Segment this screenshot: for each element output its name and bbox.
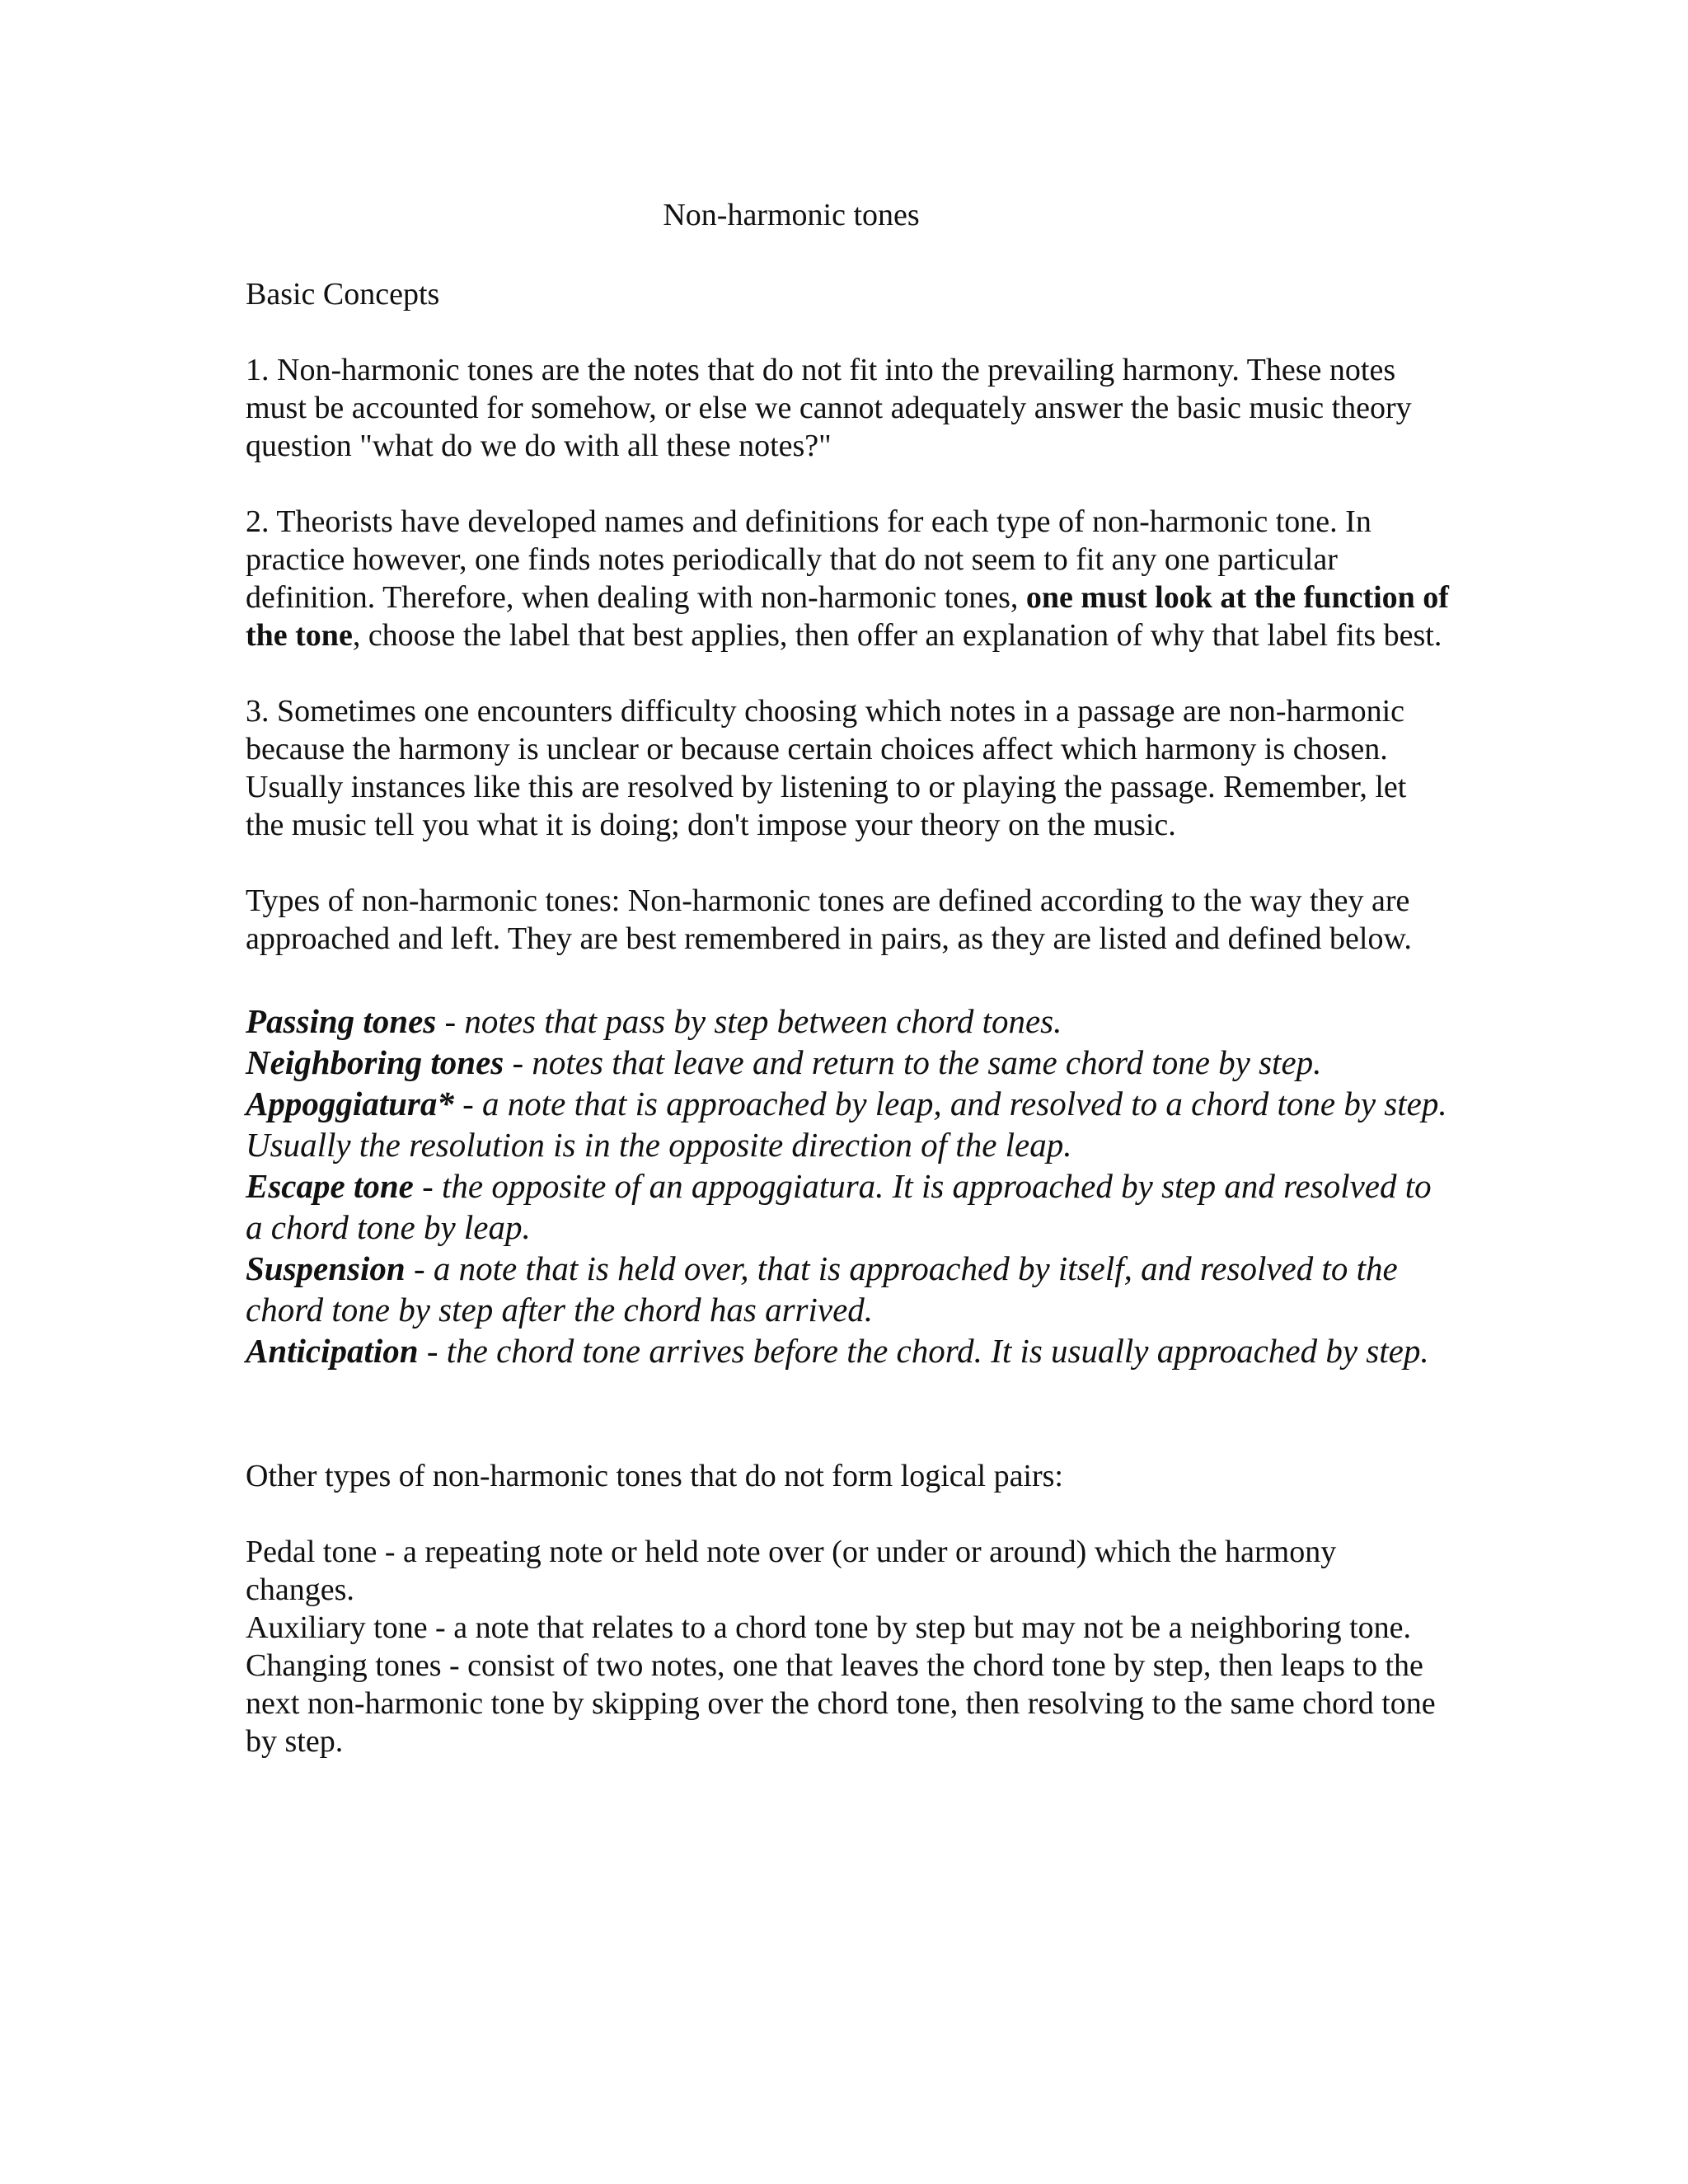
concept-paragraph-2 xyxy=(246,503,1449,654)
concept-2-emphasis: one must look at the function of the tone xyxy=(246,580,1449,653)
definition-passing-tones xyxy=(246,1001,1449,1042)
other-type-pedal-tone: Pedal tone - a repeating note or held note over (or under or around) which the harmony changes. xyxy=(246,1535,1337,1607)
definition-text: - a note that is approached by leap, and resolved to a chord tone by step. Usually the resolution is in the opposite direction of the leap. xyxy=(246,1085,1447,1164)
definition-term: Suspension xyxy=(246,1249,406,1287)
definition-term: Passing tones xyxy=(246,1002,437,1040)
definition-term: Escape tone xyxy=(246,1167,414,1205)
definition-text: - notes that leave and return to the same chord tone by step. xyxy=(504,1043,1322,1081)
definitions-list xyxy=(246,1001,1449,1371)
section-heading: Basic Concepts xyxy=(246,277,440,312)
definition-anticipation xyxy=(246,1330,1449,1371)
definition-text: - notes that pass by step between chord tones. xyxy=(436,1002,1062,1040)
other-types-intro: Other types of non-harmonic tones that do not form logical pairs: xyxy=(246,1459,1063,1493)
concept-2-text-end: , choose the label that best applies, then offer an explanation of why that label fits best. xyxy=(352,618,1442,653)
concept-2-text-start: 2. Theorists have developed names and definitions for each type of non-harmonic tone. In practice however, one finds notes periodically that do not seem to fit any one particular definition. Therefore, when dealing with non-harmonic tones, xyxy=(246,504,1372,615)
definition-text: - the opposite of an appoggiatura. It is approached by step and resolved to a chord tone by leap. xyxy=(246,1167,1432,1246)
definition-appoggiatura xyxy=(246,1083,1449,1165)
other-type-auxiliary-tone: Auxiliary tone - a note that relates to a chord tone by step but may not be a neighboring tone. xyxy=(246,1610,1412,1645)
other-type-changing-tones: Changing tones - consist of two notes, one that leaves the chord tone by step, then leaps to the next non-harmonic tone by skipping over the chord tone, then resolving to the same chord tone by step. xyxy=(246,1648,1436,1759)
definition-escape-tone xyxy=(246,1165,1449,1248)
definition-text: - the chord tone arrives before the chord. It is usually approached by step. xyxy=(418,1332,1429,1370)
concept-paragraph-1: 1. Non-harmonic tones are the notes that do not fit into the prevailing harmony. These notes must be accounted for somehow, or else we cannot adequately answer the basic music theory question "what do we do with all these notes?" xyxy=(246,353,1412,463)
other-types-list xyxy=(246,1533,1449,1760)
definition-term: Anticipation xyxy=(246,1332,419,1370)
definition-suspension xyxy=(246,1248,1449,1330)
definition-text: - a note that is held over, that is approached by itself, and resolved to the chord tone by step after the chord has arrived. xyxy=(246,1249,1398,1329)
page-title: Non-harmonic tones xyxy=(663,198,920,232)
concept-paragraph-3: 3. Sometimes one encounters difficulty choosing which notes in a passage are non-harmonic because the harmony is unclear or because certain choices affect which harmony is chosen. Usually instances like this are resolved by listening to or playing the passage. Remember, let the music tell you what it is doing; don't impose your theory on the music. xyxy=(246,694,1407,842)
document-body xyxy=(246,196,1449,1760)
definition-neighboring-tones xyxy=(246,1042,1449,1083)
definition-term: Appoggiatura* xyxy=(246,1085,454,1122)
definition-term: Neighboring tones xyxy=(246,1043,504,1081)
types-intro-paragraph: Types of non-harmonic tones: Non-harmonic tones are defined according to the way they are approached and left. They are best remembered in pairs, as they are listed and defined below. xyxy=(246,883,1412,956)
